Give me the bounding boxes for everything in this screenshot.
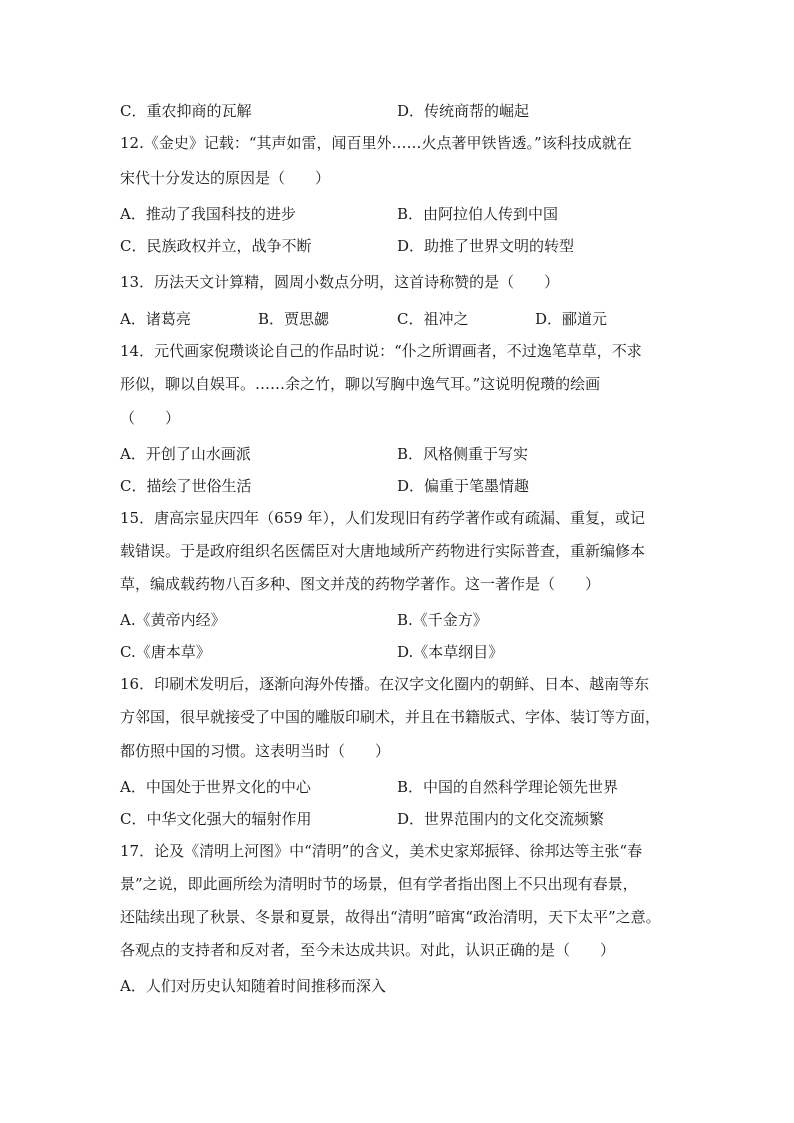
q12-option-a: A．推动了我国科技的进步 [120, 205, 296, 223]
q14-option-d: D．偏重于笔墨情趣 [397, 477, 530, 495]
q14-stem-line1: 14．元代画家倪瓒谈论自己的作品时说：“仆之所谓画者，不过逸笔草草，不求 [120, 342, 642, 360]
q14-option-c: C．描绘了世俗生活 [120, 477, 252, 495]
q12-option-b: B．由阿拉伯人传到中国 [397, 205, 559, 223]
q11-option-d: D．传统商帮的崛起 [397, 102, 530, 120]
q13-option-d: D．郦道元 [535, 310, 608, 328]
q12-option-c: C．民族政权并立，战争不断 [120, 237, 312, 255]
q17-stem-line1: 17．论及《清明上河图》中“清明”的含义，美术史家郑振铎、徐邦达等主张“春 [120, 842, 643, 860]
q14-stem-line3: （ ） [120, 409, 181, 427]
q12-option-d: D．助推了世界文明的转型 [397, 237, 575, 255]
q13-stem: 13．历法天文计算精，圆周小数点分明，这首诗称赞的是（ ） [120, 273, 560, 291]
q12-stem-line1: 12.《金史》记载：“其声如雷，闻百里外……火点著甲铁皆透。”该科技成就在 [120, 134, 632, 152]
q16-stem-line2: 方邻国，很早就接受了中国的雕版印刷术，并且在书籍版式、字体、装订等方面， [120, 708, 661, 726]
q15-stem-line1: 15．唐高宗显庆四年（659 年），人们发现旧有药学著作或有疏漏、重复，或记 [120, 509, 645, 527]
q14-option-a: A．开创了山水画派 [120, 445, 251, 463]
q16-option-c: C．中华文化强大的辐射作用 [120, 810, 312, 828]
q17-option-a: A．人们对历史认知随着时间推移而深入 [120, 977, 386, 995]
q16-stem-line1: 16．印刷术发明后，逐渐向海外传播。在汉字文化圈内的朝鲜、日本、越南等东 [120, 675, 650, 693]
q15-option-d: D.《本草纲目》 [397, 643, 504, 661]
q17-stem-line3: 还陆续出现了秋景、冬景和夏景，故得出“清明”暗寓“政治清明，天下太平”之意。 [120, 908, 661, 926]
q14-option-b: B．风格侧重于写实 [397, 445, 529, 463]
q17-stem-line2: 景”之说，即此画所绘为清明时节的场景，但有学者指出图上不只出现有春景， [120, 875, 638, 893]
q16-stem-line3: 都仿照中国的习惯。这表明当时（ ） [120, 742, 391, 760]
q16-option-a: A．中国处于世界文化的中心 [120, 778, 311, 796]
q12-stem-line2: 宋代十分发达的原因是（ ） [120, 169, 331, 187]
q15-stem-line2: 载错误。于是政府组织名医儒臣对大唐地域所产药物进行实际普查，重新编修本 [120, 542, 646, 560]
q14-stem-line2: 形似，聊以自娱耳。……余之竹，聊以写胸中逸气耳。”这说明倪瓒的绘画 [120, 375, 601, 393]
q11-option-c: C．重农抑商的瓦解 [120, 102, 252, 120]
q17-stem-line4: 各观点的支持者和反对者，至今未达成共识。对此，认识正确的是（ ） [120, 941, 616, 959]
q15-option-a: A.《黄帝内经》 [120, 611, 226, 629]
q13-option-b: B．贾思勰 [258, 310, 330, 328]
q15-stem-line3: 草，编成载药物八百多种、图文并茂的药物学著作。这一著作是（ ） [120, 575, 601, 593]
q16-option-b: B．中国的自然科学理论领先世界 [397, 778, 619, 796]
q13-option-c: C．祖冲之 [397, 310, 469, 328]
q15-option-b: B.《千金方》 [397, 611, 488, 629]
q15-option-c: C.《唐本草》 [120, 643, 211, 661]
q16-option-d: D．世界范围内的文化交流频繁 [397, 810, 605, 828]
q13-option-a: A．诸葛亮 [120, 310, 191, 328]
